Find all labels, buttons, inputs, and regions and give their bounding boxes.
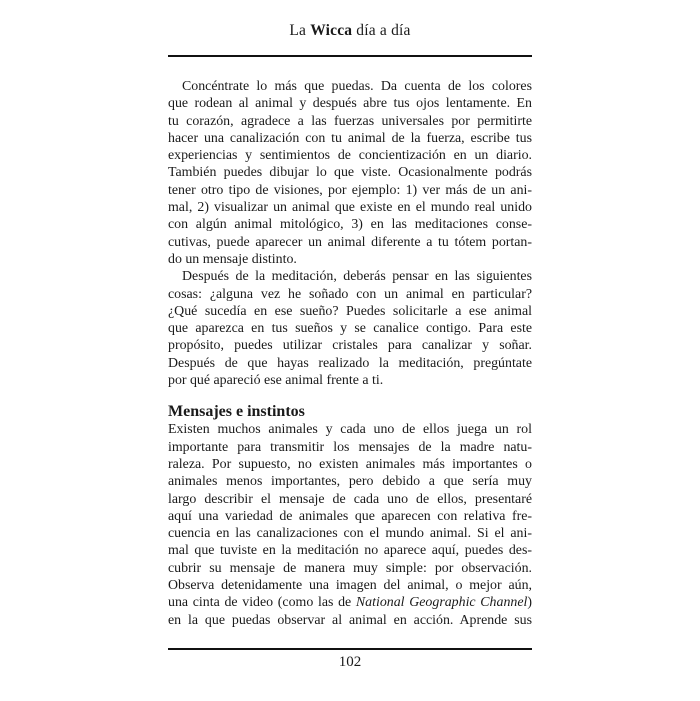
text-line: hacer una canalización con tu animal de la fuerza, escribe tus <box>168 130 532 146</box>
italic-line-pre: una cinta de video (como las de <box>168 595 356 611</box>
text-line: largo describir el mensaje de cada uno de ellos, presentaré <box>168 491 532 507</box>
text-line: Concéntrate lo más que puedas. Da cuenta de los colores <box>182 79 532 94</box>
text-line: Existen muchos animales y cada uno de ellos juega un rol <box>168 422 532 438</box>
text-line: experiencias y sentimientos de concientización en un diario. <box>168 148 532 164</box>
italic-title: National Geographic Channel <box>355 595 528 611</box>
text-line: en la que puedas observar al animal en acción. Aprende sus <box>168 612 532 628</box>
text-line: que aparezca en tus sueños y se canalice contigo. Para este <box>168 321 532 337</box>
text-line: con algún animal mitológico, 3) en las meditaciones conse- <box>168 217 532 233</box>
text-line: tu corazón, agradece a las fuerzas universales por permitirte <box>168 113 532 129</box>
running-head-post: día a día <box>352 22 411 39</box>
text-line: animales menos importantes, pero debido a que sería muy <box>168 474 532 490</box>
text-line: raleza. Por supuesto, no existen animales más importantes o <box>168 456 532 472</box>
running-head-bold: Wicca <box>310 22 353 39</box>
text-line: tener otro tipo de visiones, por ejemplo: 1) ver más de un ani- <box>168 182 532 198</box>
running-head <box>168 22 532 40</box>
text-line: importante para transmitir los mensajes de la madre natu- <box>168 439 532 455</box>
section-heading: Mensajes e instintos <box>168 403 305 421</box>
text-line: mal, 2) visualizar un animal que existe en el mundo real unido <box>168 200 532 216</box>
text-line-with-italic <box>168 594 532 611</box>
text-line: Después de la meditación, deberás pensar en las siguientes <box>182 269 532 285</box>
body-text <box>168 78 532 629</box>
header-rule <box>168 55 532 57</box>
page-number: 102 <box>338 654 362 670</box>
text-line: También puedes dibujar lo que viste. Ocasionalmente podrás <box>168 165 532 181</box>
text-line: Observa detenidamente una imagen del animal, o mejor aún, <box>168 578 532 594</box>
text-line: cutivas, puede aparecer un animal diferente a tu tótem portan- <box>168 234 532 250</box>
book-page <box>168 0 532 701</box>
text-line: cubrir su mensaje de manera muy simple: por observación. <box>168 560 532 576</box>
text-line: por qué apareció ese animal frente a ti. <box>168 373 384 389</box>
text-line: Después de que hayas realizado la meditación, pregúntate <box>168 355 532 371</box>
text-line: que rodean al animal y después abre tus ojos lentamente. En <box>168 96 532 112</box>
footer-rule <box>168 648 532 650</box>
text-line: aquí una variedad de animales que aparecen con relativa fre- <box>168 508 532 524</box>
text-line: mal que tuviste en la meditación no aparece aquí, puedes des- <box>168 543 532 559</box>
text-line: do un mensaje distinto. <box>168 251 297 267</box>
text-line: ¿Qué sucedía en ese sueño? Puedes solicitarle a ese animal <box>168 303 532 319</box>
italic-line-post: ) <box>527 595 533 611</box>
text-line: cuencia en las canalizaciones con el mundo animal. Si el ani- <box>168 526 532 542</box>
text-line: cosas: ¿alguna vez he soñado con un animal en particular? <box>168 286 532 302</box>
text-line: propósito, puedes utilizar cristales para canalizar y soñar. <box>168 338 532 354</box>
running-head-pre: La <box>289 22 311 39</box>
